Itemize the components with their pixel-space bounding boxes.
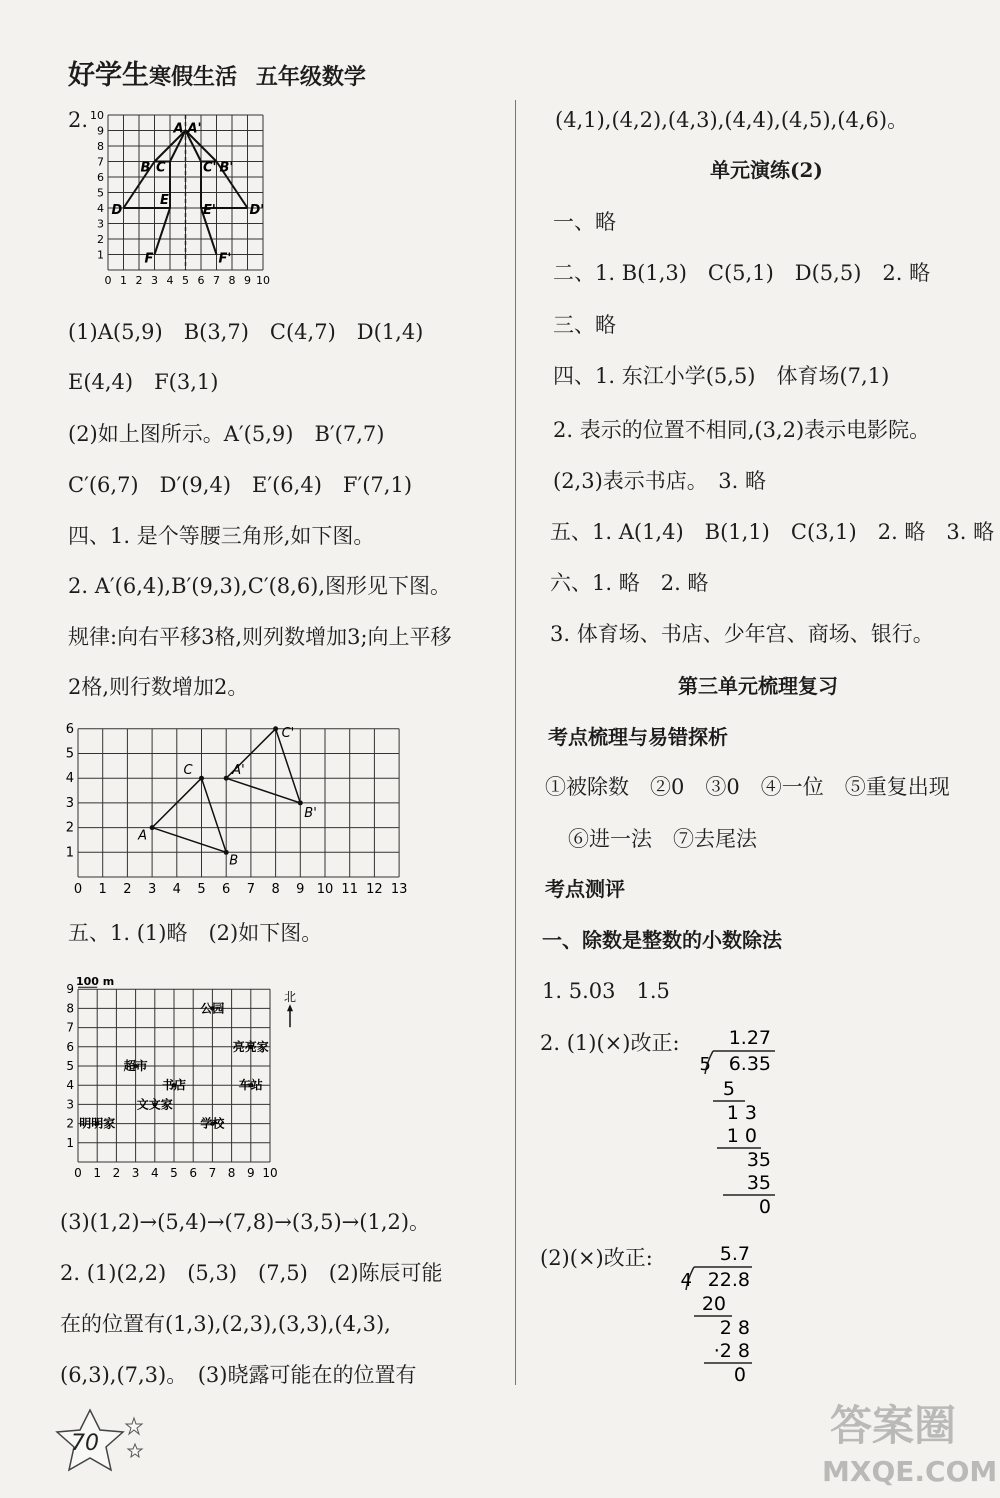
y-tick-label: 3: [65, 795, 74, 811]
coordinate-grid-1: [88, 100, 298, 295]
y-tick-label: 6: [65, 722, 74, 737]
y-tick-label: 5: [65, 746, 74, 762]
y-tick-label: 6: [97, 171, 104, 184]
answer-line: (2)如上图所示。A′(5,9) B′(7,7): [68, 422, 385, 446]
x-tick-label: 2: [123, 882, 132, 897]
x-tick-label: 3: [147, 882, 157, 897]
brand-title: 好学生: [68, 60, 149, 91]
y-tick-label: 5: [66, 1059, 74, 1073]
answer-line: 在的位置有(1,3),(2,3),(3,3),(4,3),: [60, 1312, 391, 1336]
answer-line: 一、略: [553, 210, 616, 234]
point-label: B': [304, 805, 317, 821]
watermark-logo: 答案圈: [830, 1401, 957, 1450]
y-tick-label: 2: [65, 820, 74, 836]
x-tick-label: 9: [244, 274, 251, 287]
x-tick-label: 4: [172, 882, 181, 897]
triangle: [152, 778, 226, 852]
x-tick-label: 9: [296, 882, 305, 897]
point-label: E: [160, 193, 169, 208]
point-label: C': [281, 725, 295, 741]
point-label: A: [138, 828, 148, 844]
x-tick-label: 7: [213, 274, 220, 287]
scale-label: 100 m: [76, 975, 115, 989]
point-label: B: [229, 853, 239, 869]
place-label: 超市: [123, 1059, 148, 1073]
x-tick-label: 3: [151, 274, 158, 287]
answer-line: (1)A(5,9) B(3,7) C(4,7) D(1,4): [68, 320, 424, 344]
remainder: 0: [758, 1196, 771, 1217]
x-tick-label: 6: [222, 882, 231, 897]
page-number-star: [55, 1408, 150, 1478]
dividend: 6.35: [728, 1053, 771, 1075]
x-tick-label: 5: [197, 882, 206, 897]
answer-line: 2. A′(6,4),B′(9,3),C′(8,6),图形见下图。: [68, 574, 452, 598]
place-label: 亮亮家: [232, 1039, 269, 1054]
y-tick-label: 7: [66, 1020, 74, 1035]
x-tick-label: 10: [262, 1166, 278, 1180]
x-tick-label: 10: [256, 274, 270, 287]
y-tick-label: 6: [66, 1039, 74, 1054]
point-marker: [150, 825, 155, 830]
coordinate-grid-2: [60, 722, 425, 897]
subsection-title: 一、除数是整数的小数除法: [542, 928, 782, 952]
point-marker: [199, 776, 204, 781]
place-label: 学校: [200, 1116, 225, 1131]
x-tick-label: 5: [182, 274, 189, 287]
section-title: 单元演练(2): [710, 158, 823, 182]
answer-line: 2格,则行数增加2。: [68, 675, 249, 699]
y-tick-label: 9: [97, 124, 104, 138]
answer-line: 五、1. (1)略 (2)如下图。: [68, 921, 323, 945]
answer-line: 1. 5.03 1.5: [542, 979, 670, 1003]
y-tick-label: 8: [97, 140, 104, 153]
answer-line: 二、1. B(1,3) C(5,1) D(5,5) 2. 略: [553, 261, 931, 285]
dividend: 22.8: [707, 1269, 750, 1291]
long-division-1: [695, 1022, 795, 1217]
x-tick-label: 8: [228, 274, 236, 287]
subsection-title: 考点测评: [545, 877, 625, 901]
subject-title: 五年级数学: [255, 65, 366, 90]
point-marker: [224, 850, 229, 855]
step: 1 3: [726, 1102, 757, 1124]
point-label: C: [156, 160, 166, 176]
point-label: A': [232, 763, 245, 779]
answer-line: 2. 表示的位置不相同,(3,2)表示电影院。: [553, 418, 931, 442]
place-label: 书店: [161, 1078, 187, 1093]
point-label: A': [187, 121, 202, 137]
step: ·2 8: [713, 1340, 750, 1362]
point-label: F': [218, 251, 232, 267]
quotient: 5.7: [719, 1243, 750, 1265]
answer-line: ⑥进一法 ⑦去尾法: [568, 827, 757, 851]
page-header: [68, 62, 366, 89]
x-tick-label: 6: [197, 274, 205, 287]
x-tick-label: 0: [73, 882, 83, 897]
column-divider: [515, 100, 516, 1385]
y-tick-label: 3: [97, 217, 104, 231]
figure-edge: [155, 208, 171, 255]
answer-line: 五、1. A(1,4) B(1,1) C(3,1) 2. 略 3. 略: [550, 520, 995, 544]
x-tick-label: 0: [74, 1166, 82, 1180]
long-division-2: [680, 1238, 770, 1388]
series-title: 寒假生活: [149, 65, 238, 90]
y-tick-label: 8: [66, 1001, 74, 1016]
x-tick-label: 4: [166, 274, 174, 287]
answer-line: (6,3),(7,3)。 (3)晓露可能在的位置有: [60, 1363, 417, 1387]
step: 5: [722, 1078, 735, 1100]
y-tick-label: 9: [66, 982, 74, 997]
x-tick-label: 13: [390, 882, 408, 897]
x-tick-label: 1: [120, 274, 127, 287]
divisor: 4: [680, 1270, 692, 1291]
point-label: D': [249, 203, 265, 218]
place-label: 文文家: [136, 1097, 173, 1112]
point-label: B: [140, 160, 151, 176]
x-tick-label: 10: [316, 882, 334, 897]
place-label: 明明家: [79, 1116, 116, 1131]
answer-line: 2. (1)(×)改正:: [540, 1031, 680, 1055]
point-label: F: [144, 251, 154, 267]
y-tick-label: 3: [66, 1097, 74, 1112]
page-number: 70: [71, 1431, 99, 1456]
point-label: C': [203, 160, 217, 176]
y-tick-label: 4: [65, 771, 74, 787]
x-tick-label: 8: [271, 882, 280, 897]
section-title: 第三单元梳理复习: [678, 674, 838, 698]
step: 35: [746, 1149, 771, 1171]
point-label: D: [111, 203, 123, 218]
step: 1 0: [726, 1125, 757, 1147]
answer-line: 四、1. 是个等腰三角形,如下图。: [68, 524, 375, 548]
x-tick-label: 1: [98, 882, 107, 897]
answer-line: C′(6,7) D′(9,4) E′(6,4) F′(7,1): [68, 473, 413, 497]
y-tick-label: 1: [97, 248, 104, 262]
answer-line: 2. (1)(2,2) (5,3) (7,5) (2)陈辰可能: [60, 1261, 443, 1285]
remainder: 0: [733, 1364, 746, 1386]
y-tick-label: 1: [65, 845, 74, 861]
step: 2 8: [719, 1317, 750, 1339]
y-tick-label: 4: [66, 1078, 74, 1093]
x-tick-label: 5: [170, 1166, 178, 1180]
answer-line: E(4,4) F(3,1): [68, 370, 219, 394]
step: 35: [746, 1172, 771, 1194]
x-tick-label: 2: [112, 1166, 121, 1180]
x-tick-label: 6: [189, 1166, 198, 1180]
answer-line: 四、1. 东江小学(5,5) 体育场(7,1): [553, 364, 890, 388]
x-tick-label: 0: [104, 274, 112, 287]
y-tick-label: 1: [66, 1135, 74, 1150]
watermark-url: MXQE.COM: [822, 1455, 998, 1488]
answer-line: 三、略: [553, 313, 616, 337]
answer-line: 3. 体育场、书店、少年宫、商场、银行。: [550, 622, 934, 646]
north-label: 北: [283, 990, 297, 1005]
x-tick-label: 12: [366, 882, 383, 897]
y-tick-label: 4: [97, 202, 104, 215]
answer-line: ①被除数 ②0 ③0 ④一位 ⑤重复出现: [545, 775, 950, 799]
y-tick-label: 2: [97, 233, 104, 246]
x-tick-label: 1: [93, 1166, 102, 1180]
point-label: B': [219, 160, 234, 176]
x-tick-label: 7: [208, 1166, 217, 1180]
y-tick-label: 5: [97, 186, 104, 200]
north-arrow-head: [287, 1004, 293, 1011]
step: 20: [701, 1293, 726, 1315]
point-label: C: [183, 763, 193, 779]
answer-line: 规律:向右平移3格,则列数增加3;向上平移: [68, 625, 452, 649]
y-tick-label: 7: [97, 155, 104, 169]
x-tick-label: 4: [150, 1166, 159, 1180]
answer-line: (2)(×)改正:: [540, 1246, 653, 1270]
x-tick-label: 11: [341, 882, 358, 897]
place-label: 车站: [238, 1078, 263, 1093]
q2-label: 2.: [68, 108, 89, 132]
point-marker: [224, 776, 229, 781]
y-tick-label: 2: [66, 1116, 74, 1131]
x-tick-label: 7: [246, 882, 256, 897]
divisor: 5: [699, 1054, 711, 1075]
quotient: 1.27: [728, 1027, 771, 1049]
point-label: A: [173, 121, 184, 137]
y-tick-label: 10: [90, 109, 104, 122]
answer-line: (4,1),(4,2),(4,3),(4,4),(4,5),(4,6)。: [555, 108, 909, 132]
x-tick-label: 2: [135, 274, 143, 287]
x-tick-label: 9: [246, 1166, 255, 1180]
point-marker: [298, 800, 303, 805]
point-marker: [273, 726, 278, 731]
x-tick-label: 8: [227, 1166, 236, 1180]
answer-line: 六、1. 略 2. 略: [550, 571, 709, 595]
place-label: 公园: [200, 1001, 225, 1016]
map-grid: [58, 970, 308, 1185]
point-label: E': [203, 203, 216, 218]
answer-line: (3)(1,2)→(5,4)→(7,8)→(3,5)→(1,2)。: [60, 1210, 431, 1234]
subsection-title: 考点梳理与易错探析: [548, 725, 728, 749]
x-tick-label: 3: [131, 1166, 140, 1180]
answer-line: (2,3)表示书店。 3. 略: [553, 469, 766, 493]
